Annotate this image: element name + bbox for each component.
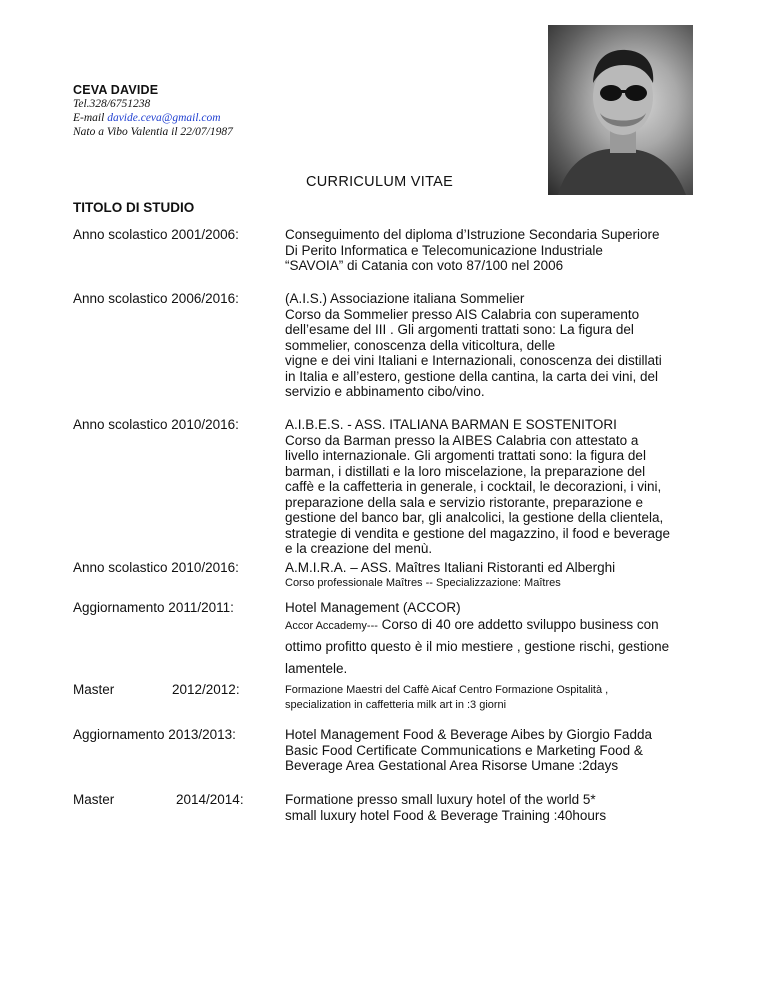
profile-photo [548,25,693,195]
entry-line: A.I.B.E.S. - ASS. ITALIANA BARMAN E SOSTENITORI [285,417,617,432]
entry-line: Hotel Management (ACCOR) [285,600,461,615]
entry-description [285,683,725,713]
entry-line: caffè e la caffetteria in generale, i cocktail, le decorazioni, i vini, [285,479,662,494]
entry-line: preparazione della sala e servizio ristorante, preparazione e [285,494,643,510]
entry-line: ottimo profitto questo è il mio mestiere , gestione rischi, gestione [285,638,670,654]
entry-label: Anno scolastico 2006/2016: [73,291,239,306]
email-line [73,111,233,125]
email-prefix: E-mail [73,112,108,124]
entry-description [285,227,725,274]
entry-line: in Italia e all’estero, gestione della cantina, la carta dei vini, del [285,368,658,384]
entry-line: specialization in caffetteria milk art in :3 giorni [285,699,507,711]
entry-line: lamentele. [285,660,348,676]
contact-header [73,83,233,139]
entry-line: “SAVOIA” di Catania con voto 87/100 nel 2006 [285,258,564,273]
entry-line: Di Perito Informatica e Telecomunicazione Industriale [285,242,603,258]
entry-line: Formatione presso small luxury hotel of the world 5* [285,792,596,807]
entry-label-right: 2014/2014: [176,792,244,807]
phone-number: Tel.328/6751238 [73,98,151,110]
entry-line: e la creazione del menù. [285,541,433,556]
entry-line: sommelier, conoscenza della viticoltura, delle [285,337,556,353]
section-title: TITOLO DI STUDIO [73,200,195,215]
entry-line: Hotel Management Food & Beverage Aibes by Giorgio Fadda [285,727,652,742]
entry-line: Corso da Barman presso la AIBES Calabria con attestato a [285,432,639,448]
entry-line: vigne e dei vini Italiani e Internazionali, conoscenza dei distillati [285,353,662,368]
entry-label: Aggiornamento 2013/2013: [73,727,236,742]
entry-line: small luxury hotel Food & Beverage Training :40hours [285,807,607,823]
entry-line: Conseguimento del diploma d’Istruzione Secondaria Superiore [285,227,660,242]
entry-line: livello internazionale. Gli argomenti trattati sono: la figura del [285,448,646,463]
birth-info: Nato a Vibo Valentia il 22/07/1987 [73,126,233,138]
entry-label: Anno scolastico 2010/2016: [73,417,239,432]
entry-line: Beverage Area Gestational Area Risorse Umane :2days [285,758,619,773]
entry-label-right: 2012/2012: [172,682,240,697]
entry-line: Corso da Sommelier presso AIS Calabria con superamento [285,306,640,322]
entry-description [285,291,725,400]
entry-description [285,560,725,591]
entry-description [285,600,725,680]
email-link[interactable]: davide.ceva@gmail.com [107,112,221,124]
entry-label: Aggiornamento 2011/2011: [73,600,234,615]
entry-line: (A.I.S.) Associazione italiana Sommelier [285,291,525,306]
entry-line: dell’esame del III . Gli argomenti trattati sono: La figura del [285,322,634,337]
portrait-illustration [548,25,693,195]
person-name: CEVA DAVIDE [73,83,159,97]
entry-description [285,727,725,774]
entry-line: gestione del banco bar, gli analcolici, la gestione della clientela, [285,510,664,525]
entry-line: barman, i distillati e la loro miscelazione, la preparazione del [285,463,646,479]
entry-line: Formazione Maestri del Caffè Aicaf Centro Formazione Ospitalità , [285,684,609,696]
entry-label: Anno scolastico 2001/2006: [73,227,239,242]
entry-line: strategie di vendita e gestione del magazzino, il food e beverage [285,525,671,541]
entry-line-rest: Corso di 40 ore addetto sviluppo business con [377,616,659,632]
entry-label: Anno scolastico 2010/2016: [73,560,239,575]
entry-description [285,417,725,557]
accor-academy-label: Accor Accademy--- [285,619,378,632]
entry-line [285,614,725,636]
entry-label-left: Master [73,682,115,697]
entry-line: A.M.I.R.A. – ASS. Maîtres Italiani Ristoranti ed Alberghi [285,560,616,575]
entry-line: servizio e abbinamento cibo/vino. [285,384,485,399]
entry-description [285,792,725,823]
cv-title: CURRICULUM VITAE [306,174,454,190]
entry-label-left: Master [73,792,115,807]
entry-line-small: Corso professionale Maîtres -- Specializzazione: Maîtres [285,576,561,589]
entry-line: Basic Food Certificate Communications e Marketing Food & [285,742,643,758]
